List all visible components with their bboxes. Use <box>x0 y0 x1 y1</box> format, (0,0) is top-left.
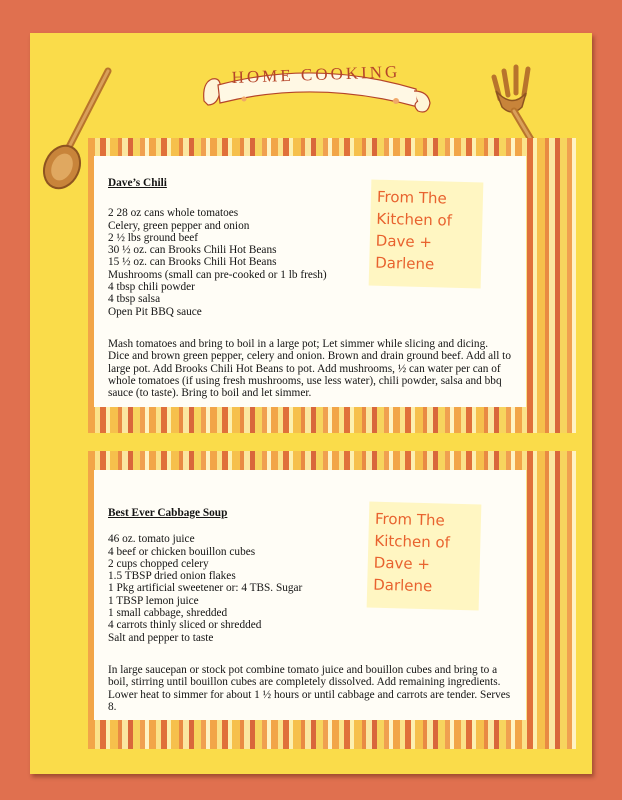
ingredient-item: 2 cups chopped celery <box>108 557 209 570</box>
home-cooking-banner <box>198 61 434 117</box>
ingredient-item: 2 28 oz cans whole tomatoes <box>108 207 239 220</box>
ingredient-item: 15 ½ oz. can Brooks Chili Hot Beans <box>108 256 277 269</box>
ingredient-item: Salt and pepper to taste <box>108 631 214 644</box>
ingredient-item: 4 beef or chicken bouillon cubes <box>108 545 256 558</box>
ingredient-item: Mushrooms (small can pre-cooked or 1 lb fresh) <box>108 268 327 281</box>
sticky-note <box>367 502 482 611</box>
ingredient-item: 4 carrots thinly sliced or shredded <box>108 619 262 632</box>
ingredient-item: 46 oz. tomato juice <box>108 533 195 546</box>
banner-title: HOME COOKING <box>231 62 401 87</box>
ingredient-item: 1.5 TBSP dried onion flakes <box>108 570 236 583</box>
recipe-page <box>30 33 592 774</box>
recipe-title: Best Ever Cabbage Soup <box>108 507 228 519</box>
ingredient-item: Celery, green pepper and onion <box>108 219 250 232</box>
ingredient-item: 2 ½ lbs ground beef <box>108 231 199 244</box>
recipe-title: Dave’s Chili <box>108 177 167 189</box>
ingredient-item: 4 tbsp salsa <box>108 293 161 306</box>
sticky-note-line: Darlene <box>372 575 433 596</box>
ingredient-item: 30 ½ oz. can Brooks Chili Hot Beans <box>108 244 277 257</box>
recipe-directions: Mash tomatoes and bring to boil in a large pot; Let simmer while slicing and dicing. Dice and brown green pepper, celery and onion. Brown and drain ground beef. Add all to large pot. Add Brooks Chili Hot Beans to pot. Add mushrooms, ½ can water per can of whole tomatoes (if using fresh mushrooms, use less water), chili powder, salsa and bbq sauce (to taste). Bring to boil and let simmer. <box>108 337 511 400</box>
recipe-directions: In large saucepan or stock pot combine tomato juice and bouillon cubes and bring to a boil, stirring until bouillon cubes are completely dissolved. Add remaining ingredients. Lower heat to simmer for about 1 ½ hours or until cabbage and carrots are tender. Serves 8. <box>108 663 511 713</box>
sticky-note-line: Kitchen of <box>376 209 453 230</box>
sticky-note-line: Dave + <box>373 553 431 574</box>
sticky-note-line: Kitchen of <box>374 531 451 552</box>
ingredient-item: 1 Pkg artificial sweetener or: 4 TBS. Sugar <box>108 582 303 595</box>
sticky-note-line: From The <box>376 187 448 208</box>
sticky-note-line: Darlene <box>374 253 435 274</box>
ingredient-item: 4 tbsp chili powder <box>108 281 195 294</box>
sticky-note-line: Dave + <box>375 231 433 252</box>
sticky-note-line: From The <box>374 509 446 530</box>
sticky-note <box>369 180 484 289</box>
ingredient-item: Open Pit BBQ sauce <box>108 305 202 318</box>
ingredient-item: 1 TBSP lemon juice <box>108 594 199 607</box>
ingredient-item: 1 small cabbage, shredded <box>108 607 228 620</box>
